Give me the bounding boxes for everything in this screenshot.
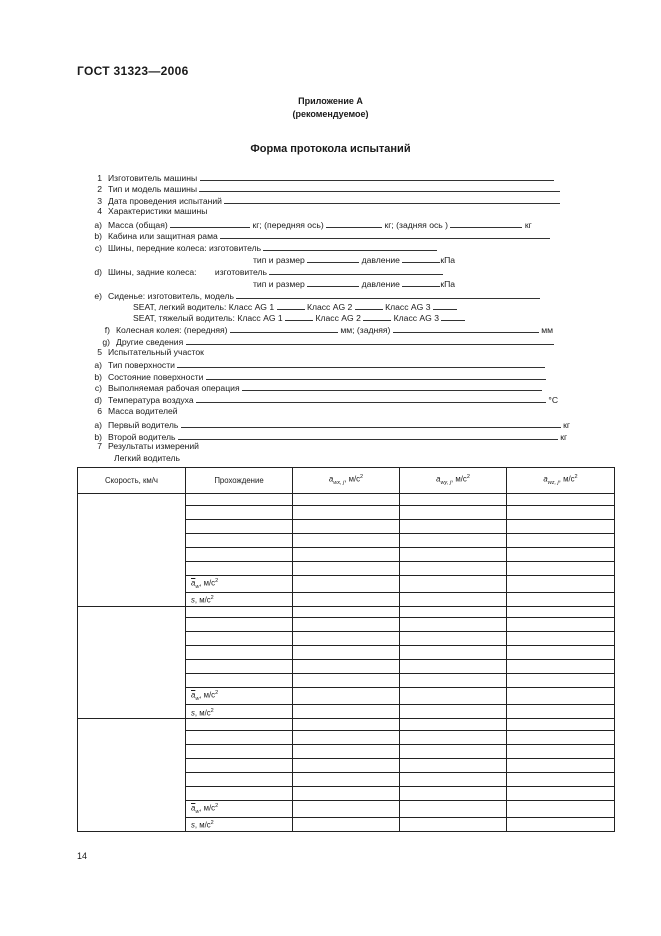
table-header-row (78, 468, 615, 494)
value-cell[interactable] (507, 731, 615, 745)
value-cell[interactable] (507, 660, 615, 674)
field-track[interactable]: f) Колесная колея: (передняя) мм; (задняя) мм (104, 325, 554, 335)
field-first-driver[interactable]: a) Первый водитель кг (94, 420, 571, 430)
value-cell[interactable] (293, 618, 400, 632)
annex-type: (рекомендуемое) (292, 109, 369, 119)
subtitle-light-driver: Легкий водитель (114, 453, 181, 463)
front-tires-pressure-blank[interactable] (402, 253, 440, 263)
value-cell[interactable] (400, 505, 507, 519)
value-cell[interactable] (400, 759, 507, 773)
value-cell[interactable] (400, 745, 507, 759)
field-type-model[interactable]: 2 Тип и модель машины (0, 182, 560, 193)
value-cell[interactable] (400, 575, 507, 592)
value-cell[interactable] (507, 575, 615, 592)
value-cell[interactable] (293, 773, 400, 787)
field-test-date[interactable]: 3 Дата проведения испытаний (0, 194, 560, 205)
value-cell[interactable] (507, 688, 615, 705)
mean-label: $\overline{a}_w$, $м/с^2$ (186, 801, 293, 818)
value-cell[interactable] (507, 505, 615, 519)
value-cell[interactable] (400, 787, 507, 801)
field-mass[interactable]: a) Масса (общая) кг; (передняя ось) кг; (задняя ось ) кг (94, 220, 532, 230)
rear-tires-pressure-blank[interactable] (402, 277, 440, 287)
col-pass: Прохождение (186, 468, 293, 494)
track-rear-blank[interactable] (393, 323, 539, 333)
value-cell[interactable] (293, 719, 400, 731)
value-cell[interactable] (400, 731, 507, 745)
value-cell[interactable] (507, 547, 615, 561)
test-date-blank[interactable] (224, 194, 560, 204)
value-cell[interactable] (293, 561, 400, 575)
speed-cell[interactable] (78, 719, 186, 832)
form-title: Форма протокола испытаний (250, 143, 411, 155)
value-cell[interactable] (507, 561, 615, 575)
value-cell[interactable] (400, 494, 507, 506)
field-air-temperature[interactable]: d) Температура воздуха °C (94, 395, 559, 405)
value-cell[interactable] (400, 519, 507, 533)
value-cell[interactable] (507, 818, 615, 832)
value-cell[interactable] (507, 773, 615, 787)
section-test-site: 5 Испытательный участок (97, 347, 204, 357)
results-table (77, 467, 615, 832)
value-cell[interactable] (400, 801, 507, 818)
field-seat-heavy[interactable]: SEAT, тяжелый водитель: Класс AG 1 Класс AG 2 Класс AG 3 (133, 311, 465, 322)
value-cell[interactable] (293, 592, 400, 606)
value-cell[interactable] (507, 592, 615, 606)
pass-cell[interactable] (186, 787, 293, 801)
value-cell[interactable] (507, 533, 615, 547)
field-cab[interactable]: b) Кабина или защитная рама (0, 229, 550, 240)
pass-cell[interactable] (186, 505, 293, 519)
pass-cell[interactable] (186, 533, 293, 547)
value-cell[interactable] (293, 533, 400, 547)
col-speed: Скорость, км/ч (78, 468, 186, 494)
col-awz: $a_{wz, j}$, $м/с^2$ (507, 468, 615, 494)
page-number: 14 (77, 851, 88, 861)
mass-total-blank[interactable] (170, 218, 250, 228)
value-cell[interactable] (293, 745, 400, 759)
pass-cell[interactable] (186, 561, 293, 575)
value-cell[interactable] (507, 801, 615, 818)
value-cell[interactable] (507, 632, 615, 646)
value-cell[interactable] (400, 719, 507, 731)
track-front-blank[interactable] (230, 323, 338, 333)
table-row (78, 494, 615, 506)
field-seat[interactable]: e) Сиденье: изготовитель, модель (0, 289, 540, 300)
value-cell[interactable] (507, 705, 615, 719)
field-surface-condition[interactable]: b) Состояние поверхности (0, 370, 546, 381)
field-surface-type[interactable]: a) Тип поверхности (0, 358, 545, 369)
value-cell[interactable] (507, 745, 615, 759)
field-manufacturer[interactable]: 1 Изготовитель машины (0, 171, 554, 182)
pass-cell[interactable] (186, 759, 293, 773)
pass-cell[interactable] (186, 632, 293, 646)
stdev-label: s, $м/с^2$ (186, 818, 293, 832)
value-cell[interactable] (507, 719, 615, 731)
pass-cell[interactable] (186, 547, 293, 561)
value-cell[interactable] (400, 592, 507, 606)
cab-blank[interactable] (220, 229, 550, 239)
value-cell[interactable] (293, 547, 400, 561)
value-cell[interactable] (507, 674, 615, 688)
pass-cell[interactable] (186, 660, 293, 674)
value-cell[interactable] (507, 494, 615, 506)
type-model-blank[interactable] (199, 182, 560, 192)
value-cell[interactable] (293, 818, 400, 832)
rear-tires-size-blank[interactable] (307, 277, 359, 287)
value-cell[interactable] (400, 632, 507, 646)
value-cell[interactable] (293, 575, 400, 592)
col-awx: $a_{wx, j}$, $м/с^2$ (293, 468, 400, 494)
other-blank[interactable] (186, 335, 554, 345)
value-cell[interactable] (400, 773, 507, 787)
mass-rear-blank[interactable] (450, 218, 522, 228)
value-cell[interactable] (293, 801, 400, 818)
pass-cell[interactable] (186, 773, 293, 787)
value-cell[interactable] (507, 646, 615, 660)
value-cell[interactable] (400, 533, 507, 547)
pass-cell[interactable] (186, 519, 293, 533)
rear-tires-maker-blank[interactable] (269, 265, 443, 275)
value-cell[interactable] (293, 606, 400, 618)
value-cell[interactable] (400, 688, 507, 705)
value-cell[interactable] (293, 632, 400, 646)
stdev-label: s, $м/с^2$ (186, 705, 293, 719)
section-driver-mass: 6 Масса водителей (97, 406, 178, 416)
field-rear-tires[interactable]: d) Шины, задние колеса: изготовитель (0, 265, 443, 276)
table-row (78, 719, 615, 731)
field-operation[interactable]: c) Выполняемая рабочая операция (0, 381, 542, 392)
value-cell[interactable] (293, 505, 400, 519)
field-second-driver[interactable]: b) Второй водитель кг (94, 432, 568, 442)
value-cell[interactable] (293, 787, 400, 801)
pass-cell[interactable] (186, 731, 293, 745)
front-tires-maker-blank[interactable] (263, 241, 437, 251)
pass-cell[interactable] (186, 646, 293, 660)
value-cell[interactable] (293, 660, 400, 674)
table-row (78, 606, 615, 618)
value-cell[interactable] (507, 519, 615, 533)
value-cell[interactable] (507, 759, 615, 773)
field-front-tires-size[interactable]: тип и размер давление кПа (253, 255, 456, 265)
field-front-tires[interactable]: c) Шины, передние колеса: изготовитель (0, 241, 437, 252)
mean-label: $\overline{a}_w$, $м/с^2$ (186, 688, 293, 705)
seat-blank[interactable] (236, 289, 540, 299)
value-cell[interactable] (293, 519, 400, 533)
value-cell[interactable] (293, 674, 400, 688)
pass-cell[interactable] (186, 606, 293, 618)
value-cell[interactable] (400, 705, 507, 719)
field-rear-tires-size[interactable]: тип и размер давление кПа (253, 279, 456, 289)
pass-cell[interactable] (186, 745, 293, 759)
section-machine-characteristics: 4 Характеристики машины (97, 206, 208, 216)
value-cell[interactable] (400, 674, 507, 688)
pass-cell[interactable] (186, 618, 293, 632)
value-cell[interactable] (507, 618, 615, 632)
mean-label: $\overline{a}_w$, $м/с^2$ (186, 575, 293, 592)
field-other[interactable]: g) Другие сведения (8, 335, 554, 346)
section-results: 7 Результаты измерений (97, 441, 199, 451)
standard-number: ГОСТ 31323—2006 (77, 64, 189, 78)
col-awy: $a_{wy, j}$, $м/с^2$ (400, 468, 507, 494)
pass-cell[interactable] (186, 674, 293, 688)
value-cell[interactable] (293, 731, 400, 745)
speed-cell[interactable] (78, 494, 186, 607)
pass-cell[interactable] (186, 494, 293, 506)
stdev-label: s, $м/с^2$ (186, 592, 293, 606)
value-cell[interactable] (400, 561, 507, 575)
value-cell[interactable] (293, 705, 400, 719)
value-cell[interactable] (293, 494, 400, 506)
value-cell[interactable] (400, 660, 507, 674)
value-cell[interactable] (507, 787, 615, 801)
field-seat-light[interactable]: SEAT, легкий водитель: Класс AG 1 Класс AG 2 Класс AG 3 (133, 300, 457, 311)
value-cell[interactable] (400, 618, 507, 632)
value-cell[interactable] (293, 688, 400, 705)
pass-cell[interactable] (186, 719, 293, 731)
value-cell[interactable] (293, 759, 400, 773)
front-tires-size-blank[interactable] (307, 253, 359, 263)
annex-title: Приложение А (298, 96, 363, 106)
value-cell[interactable] (400, 646, 507, 660)
value-cell[interactable] (400, 818, 507, 832)
mass-front-blank[interactable] (326, 218, 382, 228)
value-cell[interactable] (507, 606, 615, 618)
value-cell[interactable] (293, 646, 400, 660)
manufacturer-blank[interactable] (200, 171, 554, 181)
speed-cell[interactable] (78, 606, 186, 719)
value-cell[interactable] (400, 547, 507, 561)
value-cell[interactable] (400, 606, 507, 618)
